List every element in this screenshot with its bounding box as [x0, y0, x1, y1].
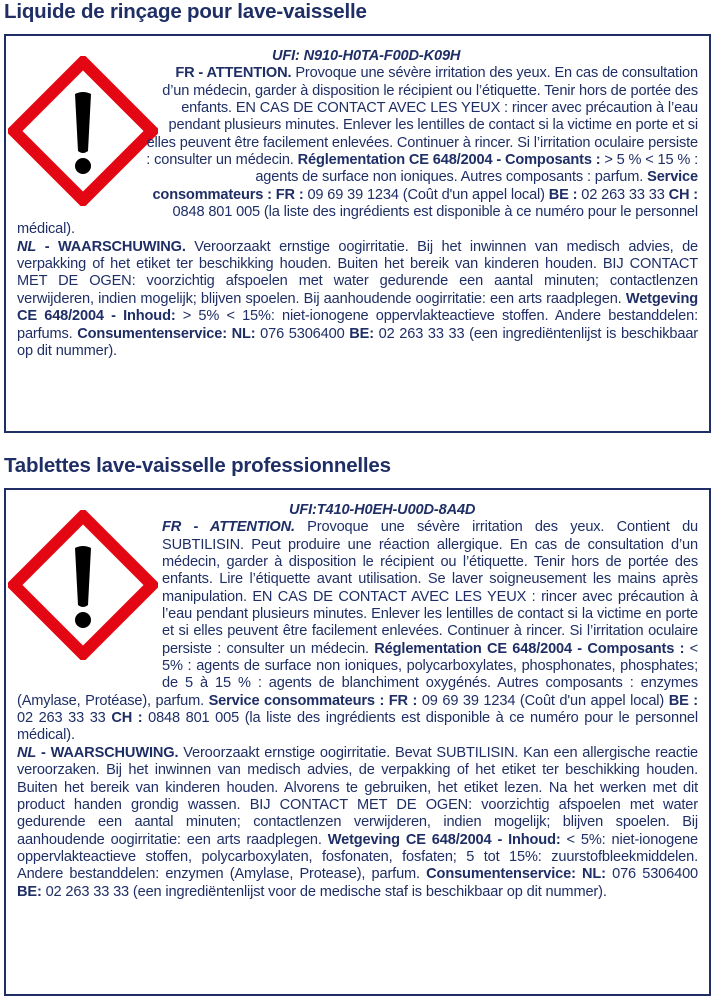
nl-hazard-text: Veroorzaakt ernstige oogirritatie. Bevat SUBTILISIN. Kan een allergische reactie veroorzaken. Bij het inwinnen van medisch advies, de verpakking of het etiket ter beschikking houden. Buiten het bereik van kinderen houden. Alvorens te gebruiken, het etiket lezen. Na het werken met dit product handen grondig wassen. BIJ CONTACT MET DE OGEN: voorzichtig afspoelen met water gedurende een aantal minuten; contactlenzen verwijderen, indien mogelijk; blijven spoelen. Bij aanhoudende oogirritatie: een arts raadplegen. — [17, 744, 699, 848]
dutch-warning-paragraph — [17, 239, 698, 360]
label-text-rinse-aid — [17, 48, 698, 360]
label-panel-dishwasher-tablets — [4, 488, 711, 996]
ufi-code: UFI:T410-H0EH-U00D-8A4D — [289, 502, 476, 518]
label-text-dishwasher-tablets — [17, 502, 698, 901]
nl-language-code: NL — [17, 238, 37, 255]
be-phone: 02 263 33 33 — [17, 710, 112, 727]
fr-hazard-text: Provoque une sévère irritation des yeux. Contient du SUBTILISIN. Peut produire une réaction allergique. En cas de consultation d’un médecin, garder à disposition le récipient ou l’étiquette. Tenir hors de portée des enfants. Lire l’étiquette avant utilisation. Se laver soigneusement les mains après manipulation. EN CAS DE CONTACT AVEC LES YEUX : rincer avec précaution à l’eau pendant plusieurs minutes. Enlever les lentilles de contact si la victime en porte et si elles peuvent être facilement enlevées. Continuer à rincer. Si l’irritation oculaire persiste : consulter un médecin. — [162, 519, 699, 657]
dutch-warning-paragraph — [17, 745, 698, 901]
ch-phone: 0848 801 005 (la liste des ingrédients est disponible à ce numéro pour le personnel médical). — [17, 710, 698, 744]
fr-signal-word: FR - ATTENTION. — [175, 65, 292, 82]
ch-label: CH : — [668, 186, 698, 203]
be-phone: 02 263 33 33 — [577, 186, 669, 203]
nl-be-phone: 02 263 33 33 (een ingrediëntenlijst is beschikbaar op dit nummer). — [17, 325, 698, 359]
fr-service-phone: 09 69 39 1234 (Coût d'un appel local) — [303, 186, 549, 203]
ch-label: CH : — [111, 710, 143, 727]
nl-regulation-text: < 5%: niet-ionogene oppervlakteactieve stoffen, polycarboxylaten, fosfonaten, fosfaten; 5 tot 15%: zuurstofbleekmiddelen. Andere bestanddelen: enzymen (Amylase, Protease), parfum. — [17, 831, 699, 883]
nl-signal-word: - WAARSCHUWING. — [36, 238, 186, 255]
nl-regulation-text: > 5% < 15%: niet-ionogene oppervlakteactieve stoffen. Andere bestanddelen: parfums. — [17, 308, 698, 342]
label-panel-rinse-aid — [4, 34, 711, 433]
nl-service-phone: 076 5306400 — [255, 325, 350, 342]
fr-service-label: Service consommateurs : FR : — [152, 169, 698, 203]
nl-language-code: NL — [17, 744, 37, 761]
fr-service-phone: 09 69 39 1234 (Coût d'un appel local) — [417, 692, 669, 709]
fr-hazard-text: Provoque une sévère irritation des yeux. En cas de consultation d’un médecin, garder à disposition le récipient ou l’étiquette. Tenir hors de portée des enfants. EN CAS DE CONTACT AVEC LES YEUX : rincer avec précaution à l’eau pendant plusieurs minutes. Enlever les lentilles de contact si la victime en porte et si elles peuvent être facilement enlevées. Continuer à rincer. Si l’irritation oculaire persiste : consulter un médecin. — [146, 65, 698, 169]
be-label: BE : — [668, 692, 698, 709]
nl-service-phone: 076 5306400 — [605, 866, 698, 883]
be-label: BE : — [548, 186, 578, 203]
fr-regulation-text: < 5% : agents de surface non ioniques, polycarboxylates, phosphonates, phosphates; de 5 à 15 % : agents de blanchiment oxygénés. Autres composants : enzymes (Amylase, Protéase), parfum. — [17, 640, 698, 709]
nl-signal-word: - WAARSCHUWING. — [36, 744, 179, 761]
fr-service-label: Service consommateurs : FR : — [208, 692, 418, 709]
nl-be-phone: 02 263 33 33 (een ingrediëntenlijst voor de medische staf is beschikbaar op dit nummer). — [41, 883, 607, 900]
fr-regulation-label: Réglementation CE 648/2004 - Composants : — [297, 152, 601, 169]
nl-hazard-text: Veroorzaakt ernstige oogirritatie. Bij het inwinnen van medisch advies, de verpakking of het etiket ter beschikking houden. Buiten het bereik van kinderen houden. BIJ CONTACT MET DE OGEN: voorzichtig afspoelen met water gedurende een aantal minuten; contactlenzen verwijderen, indien mogelijk; blijven spoelen. Bij aanhoudende oogirritatie: een arts raadplegen. — [17, 238, 699, 307]
fr-signal-word: FR - ATTENTION. — [162, 519, 295, 536]
nl-be-label: BE: — [349, 325, 374, 342]
section-title-rinse-aid: Liquide de rinçage pour lave-vaisselle — [4, 0, 367, 23]
fr-regulation-label: Réglementation CE 648/2004 - Composants : — [374, 640, 685, 657]
fr-regulation-text: > 5 % < 15 % : agents de surface non ioniques. Autres composants : parfum. — [255, 152, 698, 186]
section-title-dishwasher-tablets: Tablettes lave-vaisselle professionnelles — [4, 454, 391, 477]
ch-phone: 0848 801 005 (la liste des ingrédients est disponible à ce numéro pour le personnel médical). — [17, 204, 698, 238]
nl-regulation-label: Wetgeving CE 648/2004 - Inhoud: — [17, 290, 698, 325]
nl-regulation-label: Wetgeving CE 648/2004 - Inhoud: — [327, 831, 561, 848]
nl-be-label: BE: — [17, 883, 42, 900]
nl-service-label: Consumentenservice: NL: — [426, 866, 606, 883]
ufi-code: UFI: N910-H0TA-F00D-K09H — [272, 48, 461, 64]
nl-service-label: Consumentenservice: NL: — [77, 325, 256, 342]
